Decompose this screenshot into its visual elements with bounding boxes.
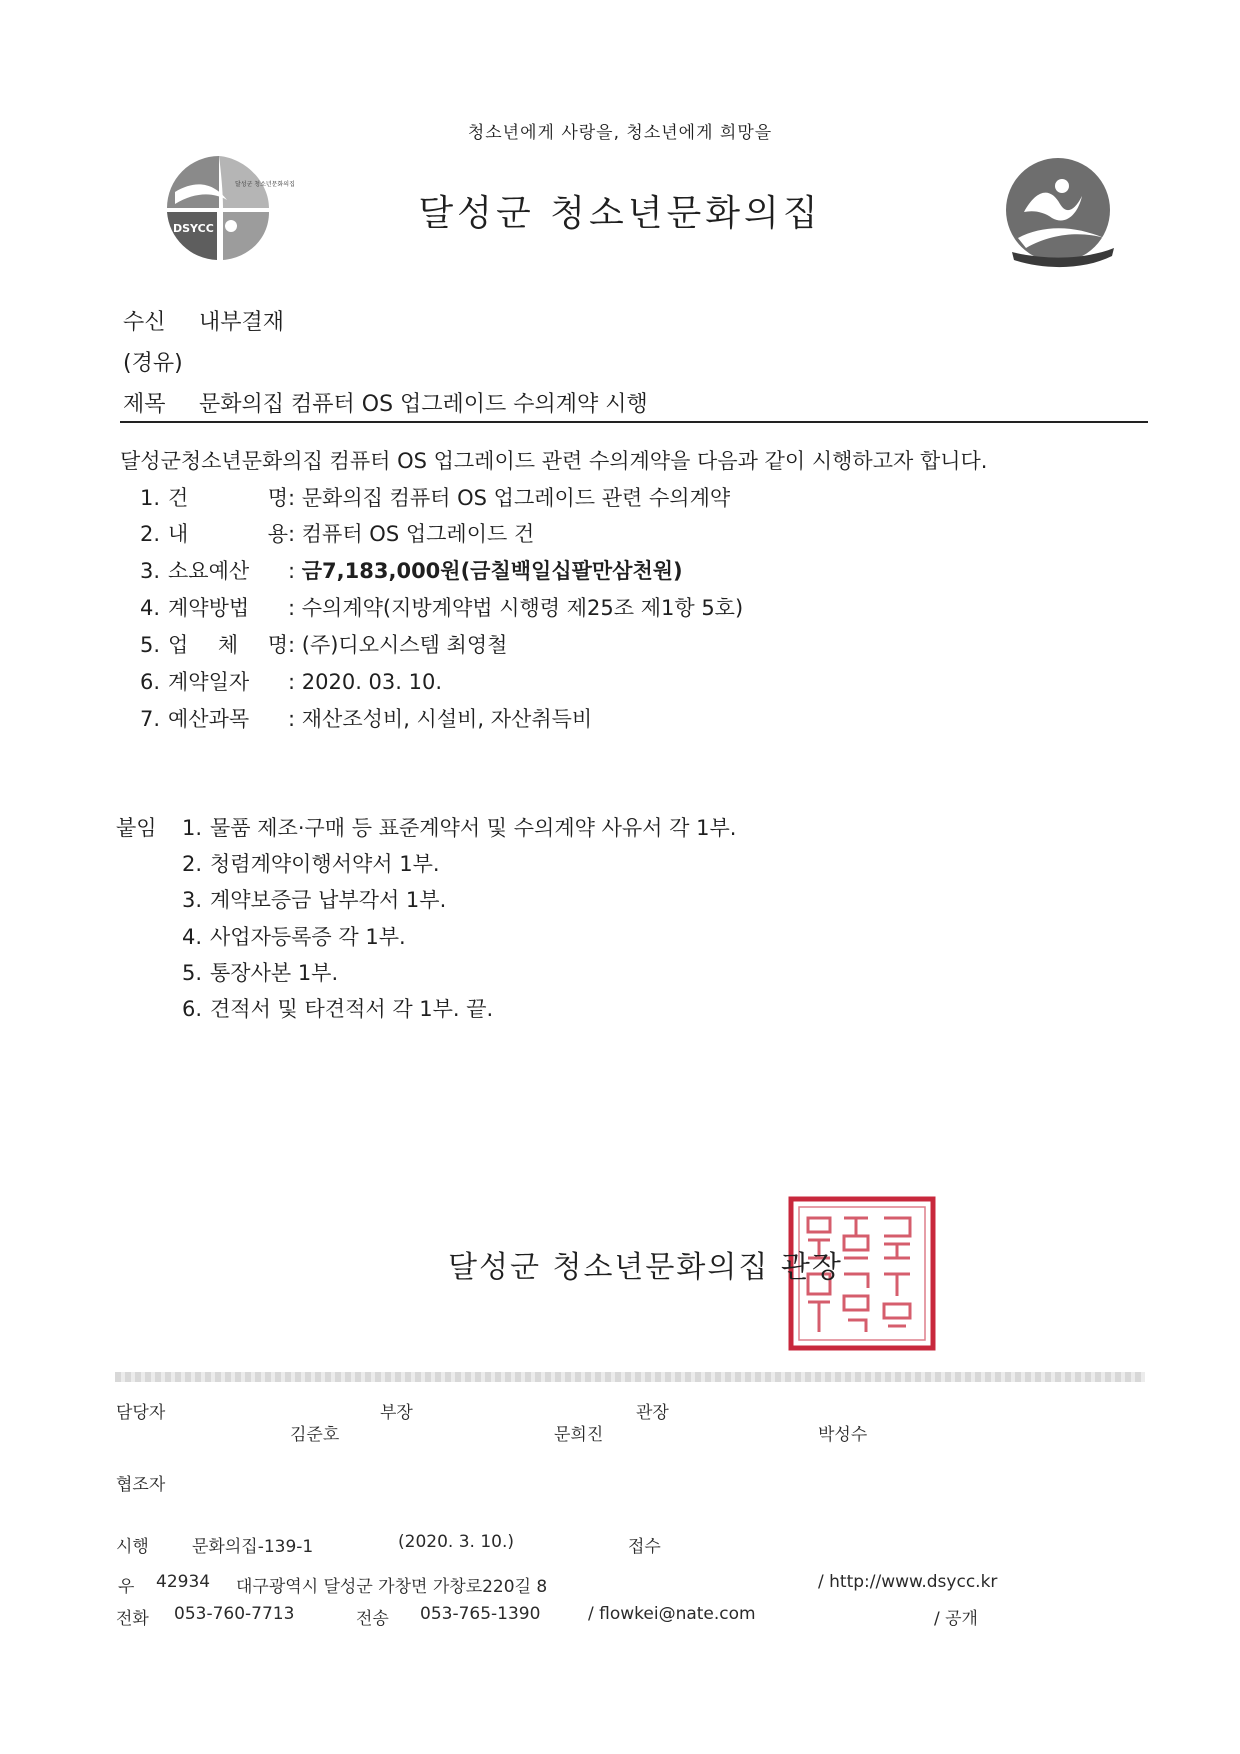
item-row-3: 3. 소요예산 : 금7,183,000원(금칠백일십팔만삼천원) (140, 555, 683, 585)
postal-code: 42934 (156, 1572, 211, 1592)
item-value: (주)디오시스템 최영철 (301, 633, 508, 657)
drafter-label: 담당자 (116, 1403, 166, 1423)
item-key: 업 체 명 (168, 633, 288, 657)
phone-number: 053-760-7713 (174, 1604, 295, 1624)
recipient-line (123, 305, 284, 336)
recipient-label: 수신 (123, 310, 166, 335)
issuer-signature: 달성군 청소년문화의집 관장 (448, 1250, 843, 1285)
item-value: 2020. 03. 10. (301, 670, 443, 694)
cooperator-label: 협조자 (116, 1475, 166, 1495)
attachment-4: 4. 사업자등록증 각 1부. (182, 925, 406, 949)
phone-label: 전화 (116, 1609, 149, 1629)
director-name: 박성수 (818, 1425, 868, 1445)
slogan: 청소년에게 사랑을, 청소년에게 희망을 (467, 123, 773, 143)
subject-rule (120, 421, 1148, 423)
item-key: 예산과목 (168, 707, 250, 731)
director-label: 관장 (636, 1403, 669, 1423)
item-key: 건 명 (168, 486, 288, 510)
email-link[interactable]: / flowkei@nate.com (588, 1604, 756, 1624)
item-number: 4. (140, 596, 161, 620)
item-key: 내 용 (168, 522, 288, 546)
manager-label: 부장 (380, 1403, 413, 1423)
recipient-value: 내부결재 (199, 310, 285, 335)
doc-number: 문화의집-139-1 (192, 1537, 314, 1557)
fax-label: 전송 (356, 1609, 389, 1629)
item-number: 3. (140, 559, 161, 583)
item-key: 계약일자 (168, 670, 250, 694)
attachments-label: 붙임 (116, 816, 157, 840)
item-number: 2. (140, 522, 161, 546)
item-row-4: 4. 계약방법 : 수의계약(지방계약법 시행령 제25조 제1항 5호) (140, 592, 743, 622)
item-number: 6. (140, 670, 161, 694)
item-key: 소요예산 (168, 559, 250, 583)
item-value: 문화의집 컴퓨터 OS 업그레이드 관련 수의계약 (301, 486, 731, 510)
receipt-label: 접수 (628, 1537, 661, 1557)
budget-value: 금7,183,000원(금칠백일십팔만삼천원) (301, 559, 683, 583)
attachment-1: 1. 물품 제조·구매 등 표준계약서 및 수의계약 사유서 각 1부. (182, 816, 737, 840)
logo-text: DSYCC (173, 222, 214, 235)
item-value: 수의계약(지방계약법 시행령 제25조 제1항 5호) (301, 596, 744, 620)
subject-label: 제목 (123, 392, 166, 417)
item-value: 컴퓨터 OS 업그레이드 건 (301, 522, 535, 546)
drafter-name: 김준호 (290, 1425, 340, 1445)
via-label: (경유) (123, 351, 183, 376)
item-row-2: 2. 내 용: 컴퓨터 OS 업그레이드 건 (140, 518, 534, 548)
item-value: 재산조성비, 시설비, 자산취득비 (301, 707, 593, 731)
doc-date: (2020. 3. 10.) (398, 1532, 514, 1552)
logo-small-text: 달성군 청소년문화의집 (235, 181, 295, 188)
attachment-3: 3. 계약보증금 납부각서 1부. (182, 888, 447, 912)
website-link[interactable]: / http://www.dsycc.kr (818, 1572, 998, 1592)
emblem-logo (1004, 152, 1116, 272)
postal-label: 우 (118, 1577, 135, 1597)
item-key: 계약방법 (168, 596, 250, 620)
item-number: 5. (140, 633, 161, 657)
fax-number: 053-765-1390 (420, 1604, 541, 1624)
disclosure-status: / 공개 (934, 1609, 978, 1629)
address: 대구광역시 달성군 가창면 가창로220길 8 (236, 1577, 548, 1597)
item-row-6: 6. 계약일자 : 2020. 03. 10. (140, 666, 442, 696)
subject-line (123, 387, 648, 418)
enforce-label: 시행 (116, 1537, 149, 1557)
item-row-5: 5. 업 체 명: (주)디오시스템 최영철 (140, 629, 507, 659)
item-number: 7. (140, 707, 161, 731)
attachment-5: 5. 통장사본 1부. (182, 961, 339, 985)
item-number: 1. (140, 486, 161, 510)
manager-name: 문희진 (554, 1425, 604, 1445)
attachment-6: 6. 견적서 및 타견적서 각 1부. 끝. (182, 997, 494, 1021)
item-row-1: 1. 건 명: 문화의집 컴퓨터 OS 업그레이드 관련 수의계약 (140, 482, 730, 512)
org-title: 달성군 청소년문화의집 (418, 193, 822, 234)
intro-text: 달성군청소년문화의집 컴퓨터 OS 업그레이드 관련 수의계약을 다음과 같이 시행하고자 합니다. (120, 449, 988, 473)
attachment-2: 2. 청렴계약이행서약서 1부. (182, 852, 440, 876)
subject-value: 문화의집 컴퓨터 OS 업그레이드 수의계약 시행 (199, 392, 648, 417)
item-row-7: 7. 예산과목 : 재산조성비, 시설비, 자산취득비 (140, 703, 592, 733)
approval-divider (115, 1372, 1145, 1382)
